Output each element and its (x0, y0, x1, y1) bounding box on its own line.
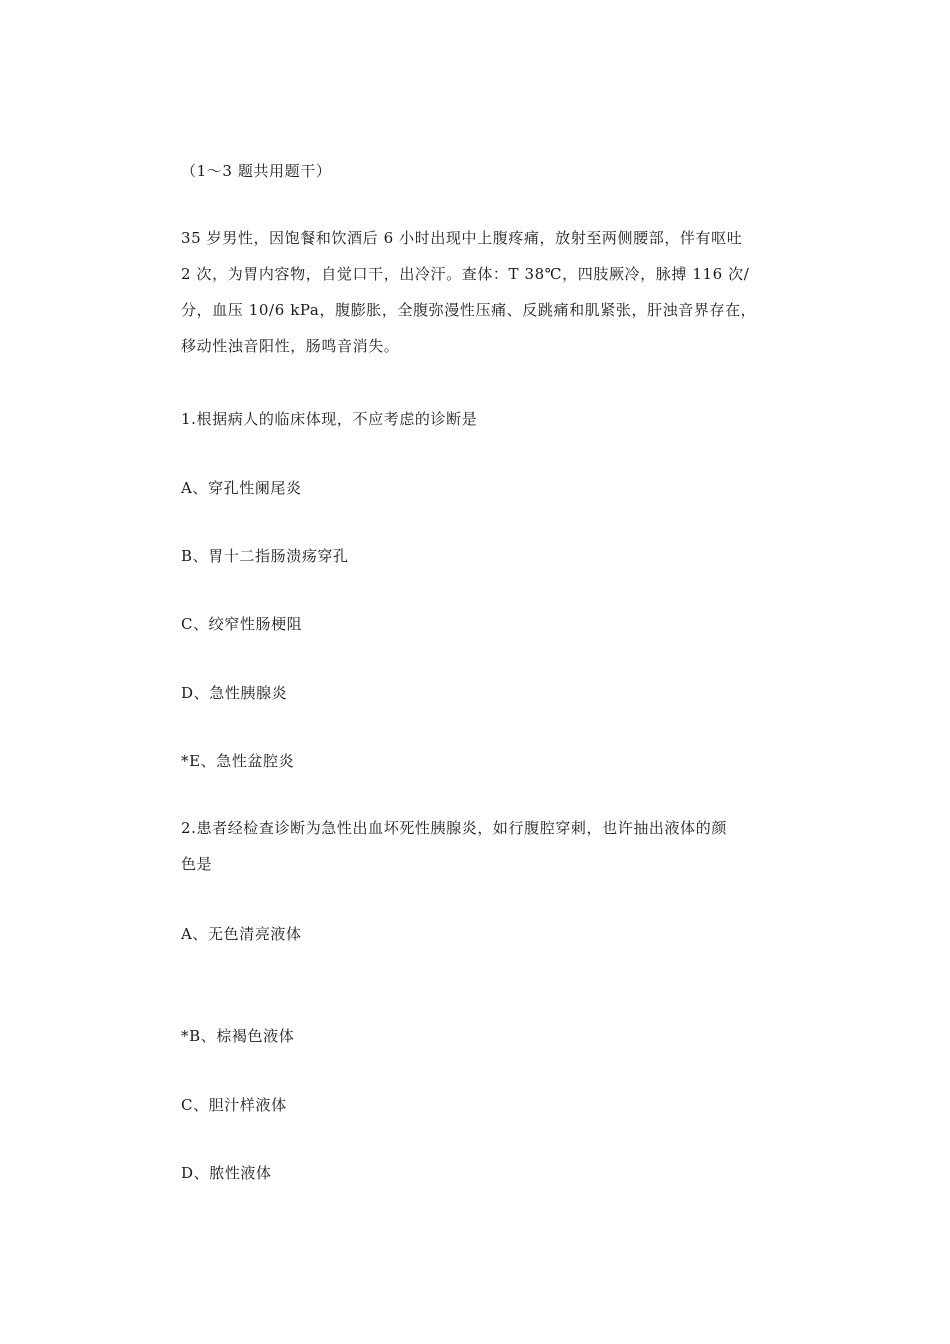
question-stem (181, 220, 821, 364)
q1-option-a: A、穿孔性阑尾炎 (181, 479, 302, 497)
q1-option-e-answer: *E、急性盆腔炎 (181, 752, 295, 770)
question-2-line: 色是 (181, 855, 213, 873)
question-1: 1.根据病人的临床体现，不应考虑的诊断是 (181, 410, 478, 428)
question-2-line: 2.患者经检查诊断为急性出血坏死性胰腺炎，如行腹腔穿刺，也许抽出液体的颜 (181, 819, 727, 837)
q1-option-b: B、胃十二指肠溃疡穿孔 (181, 547, 349, 565)
q2-option-b-answer: *B、棕褐色液体 (181, 1027, 295, 1045)
question-2 (181, 810, 821, 882)
q2-option-a: A、无色清亮液体 (181, 925, 302, 943)
stem-line: 分，血压 10/6 kPa，腹膨胀，全腹弥漫性压痛、反跳痛和肌紧张，肝浊音界存在， (181, 301, 757, 319)
q1-option-c: C、绞窄性肠梗阻 (181, 615, 303, 633)
stem-line: 35 岁男性，因饱餐和饮酒后 6 小时出现中上腹疼痛，放射至两侧腰部，伴有呕吐 (181, 229, 743, 247)
group-heading: （1～3 题共用题干） (181, 162, 332, 180)
stem-line: 2 次，为胃内容物，自觉口干，出冷汗。查体：T 38℃，四肢厥冷，脉搏 116 次/ (181, 265, 750, 283)
stem-line: 移动性浊音阳性，肠鸣音消失。 (181, 337, 400, 355)
q1-option-d: D、急性胰腺炎 (181, 684, 288, 702)
q2-option-c: C、胆汁样液体 (181, 1096, 287, 1114)
q2-option-d: D、脓性液体 (181, 1164, 272, 1182)
